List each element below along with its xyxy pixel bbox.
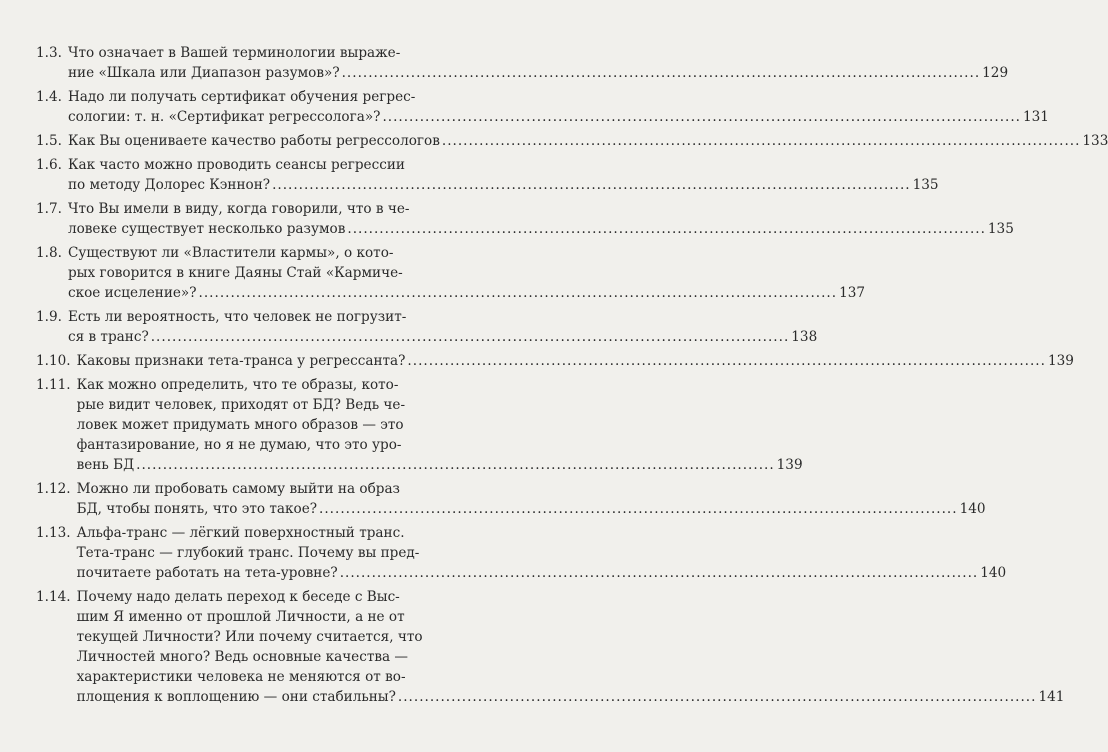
dot-leader: ........................................................................................................................ — [198, 285, 838, 301]
toc-entry-title — [77, 375, 803, 475]
page-number: 137 — [839, 285, 866, 301]
page-number: 133 — [1082, 133, 1108, 149]
toc-entry-line: сологии: т. н. «Сертификат регрессолога»? — [67, 109, 381, 125]
toc-entry[interactable] — [36, 479, 986, 519]
toc-entry-number: 1.8. — [36, 245, 62, 261]
toc-entry-line: характеристики человека не меняются от во- — [76, 669, 406, 685]
page-number: 129 — [982, 65, 1009, 81]
toc-entry[interactable] — [36, 131, 1108, 151]
toc-entry-line: Почему надо делать переход к беседе с Выс- — [76, 589, 400, 605]
dot-leader: ........................................................................................................................ — [341, 65, 981, 81]
toc-entry-last-line — [68, 175, 939, 195]
toc-entry-title — [68, 155, 939, 195]
dot-leader: ........................................................................................................................ — [319, 501, 958, 517]
toc-entry-number: 1.7. — [36, 201, 62, 217]
dot-leader: ........................................................................................................................ — [136, 457, 775, 473]
dot-leader: ........................................................................................................................ — [382, 109, 1021, 125]
toc-entry-line: рых говорится в книге Даяны Стай «Кармиче- — [67, 265, 403, 281]
page-number: 139 — [776, 457, 803, 473]
toc-entry-title — [77, 351, 1074, 371]
toc-entry-line: ся в транс? — [67, 329, 149, 345]
toc-entry-last-line — [68, 219, 1014, 239]
toc-entry-title — [77, 479, 986, 519]
dot-leader: ........................................................................................................................ — [407, 353, 1046, 369]
toc-entry-title — [68, 131, 1108, 151]
toc-entry-line: почитаете работать на тета-уровне? — [76, 565, 338, 581]
toc-entry-last-line — [77, 499, 986, 519]
page-number: 141 — [1038, 689, 1065, 705]
toc-entry-line: рые видит человек, приходят от БД? Ведь че- — [76, 397, 406, 413]
toc-entry-line: текущей Личности? Или почему считается, что — [76, 629, 423, 645]
toc-entry-last-line — [77, 563, 1007, 583]
toc-entry-last-line — [77, 687, 1065, 707]
toc-entry-line: Надо ли получать сертификат обучения регрес- — [67, 89, 416, 105]
toc-entry[interactable] — [36, 307, 818, 347]
toc-entry-title — [68, 43, 1008, 83]
toc-entry-line: ние «Шкала или Диапазон разумов»? — [67, 65, 340, 81]
toc-entry[interactable] — [36, 523, 1007, 583]
toc-entry-number: 1.6. — [36, 157, 62, 173]
toc-entry-number: 1.12. — [36, 481, 71, 497]
toc-entry[interactable] — [36, 155, 939, 195]
toc-entry-title — [68, 307, 817, 347]
toc-entry-line: БД, чтобы понять, что это такое? — [76, 501, 318, 517]
page-number: 131 — [1022, 109, 1049, 125]
toc-entry[interactable] — [36, 199, 1014, 239]
toc-entry-line: Альфа-транс — лёгкий поверхностный транс. — [76, 525, 405, 541]
toc-entry-title — [77, 523, 1007, 583]
table-of-contents — [36, 43, 1108, 711]
toc-entry-last-line — [68, 107, 1049, 127]
dot-leader: ........................................................................................................................ — [272, 177, 911, 193]
toc-entry-line: Есть ли вероятность, что человек не погрузит- — [67, 309, 407, 325]
toc-entry-number: 1.3. — [36, 45, 62, 61]
toc-entry-number: 1.14. — [36, 589, 71, 605]
toc-entry-title — [68, 199, 1014, 239]
toc-entry-number: 1.5. — [36, 133, 62, 149]
toc-entry-line: по методу Долорес Кэннон? — [67, 177, 271, 193]
toc-entry-line: Как Вы оцениваете качество работы регрессологов — [67, 133, 440, 149]
toc-entry-line: ловеке существует несколько разумов — [67, 221, 346, 237]
toc-entry-line: Как часто можно проводить сеансы регрессии — [67, 157, 405, 173]
page-number: 138 — [791, 329, 818, 345]
toc-entry-number: 1.11. — [36, 377, 71, 393]
toc-entry-last-line — [68, 131, 1108, 151]
dot-leader: ........................................................................................................................ — [339, 565, 979, 581]
page-number: 140 — [980, 565, 1007, 581]
toc-entry-number: 1.9. — [36, 309, 62, 325]
toc-entry[interactable] — [36, 587, 1065, 707]
toc-entry-line: Тета-транс — глубокий транс. Почему вы пред- — [76, 545, 420, 561]
dot-leader: ........................................................................................................................ — [150, 329, 790, 345]
toc-entry-line: Существуют ли «Властители кармы», о кото- — [67, 245, 394, 261]
toc-entry[interactable] — [36, 243, 866, 303]
toc-entry[interactable] — [36, 375, 803, 475]
toc-entry-last-line — [68, 283, 865, 303]
toc-entry[interactable] — [36, 43, 1009, 83]
toc-entry-number: 1.4. — [36, 89, 62, 105]
toc-entry-last-line — [68, 327, 817, 347]
toc-entry-last-line — [77, 351, 1074, 371]
toc-entry-line: Можно ли пробовать самому выйти на образ — [76, 481, 400, 497]
dot-leader: ........................................................................................................................ — [397, 689, 1037, 705]
page-number: 135 — [987, 221, 1014, 237]
toc-entry-title — [68, 243, 865, 303]
toc-entry-line: вень БД — [76, 457, 135, 473]
toc-entry-line: Что Вы имели в виду, когда говорили, что в че- — [67, 201, 410, 217]
toc-entry-line: фантазирование, но я не думаю, что это уро- — [76, 437, 402, 453]
toc-entry-number: 1.10. — [36, 353, 71, 369]
page-number: 139 — [1047, 353, 1074, 369]
toc-entry[interactable] — [36, 87, 1049, 127]
toc-entry-line: ское исцеление»? — [67, 285, 197, 301]
toc-entry-last-line — [77, 455, 803, 475]
toc-entry-line: Что означает в Вашей терминологии выраже- — [67, 45, 401, 61]
page-number: 135 — [912, 177, 939, 193]
dot-leader: ........................................................................................................................ — [347, 221, 986, 237]
toc-entry-title — [68, 87, 1049, 127]
dot-leader: ........................................................................................................................ — [441, 133, 1081, 149]
toc-entry-last-line — [68, 63, 1008, 83]
toc-entry-title — [77, 587, 1065, 707]
toc-entry-number: 1.13. — [36, 525, 71, 541]
page-number: 140 — [959, 501, 986, 517]
toc-entry-line: площения к воплощению — они стабильны? — [76, 689, 396, 705]
toc-entry-line: шим Я именно от прошлой Личности, а не от — [76, 609, 405, 625]
toc-entry-line: Как можно определить, что те образы, кото- — [76, 377, 399, 393]
toc-entry-line: Каковы признаки тета-транса у регрессанта? — [76, 353, 406, 369]
toc-entry-line: Личностей много? Ведь основные качества — — [76, 649, 409, 665]
toc-entry-line: ловек может придумать много образов — это — [76, 417, 404, 433]
toc-entry[interactable] — [36, 351, 1074, 371]
